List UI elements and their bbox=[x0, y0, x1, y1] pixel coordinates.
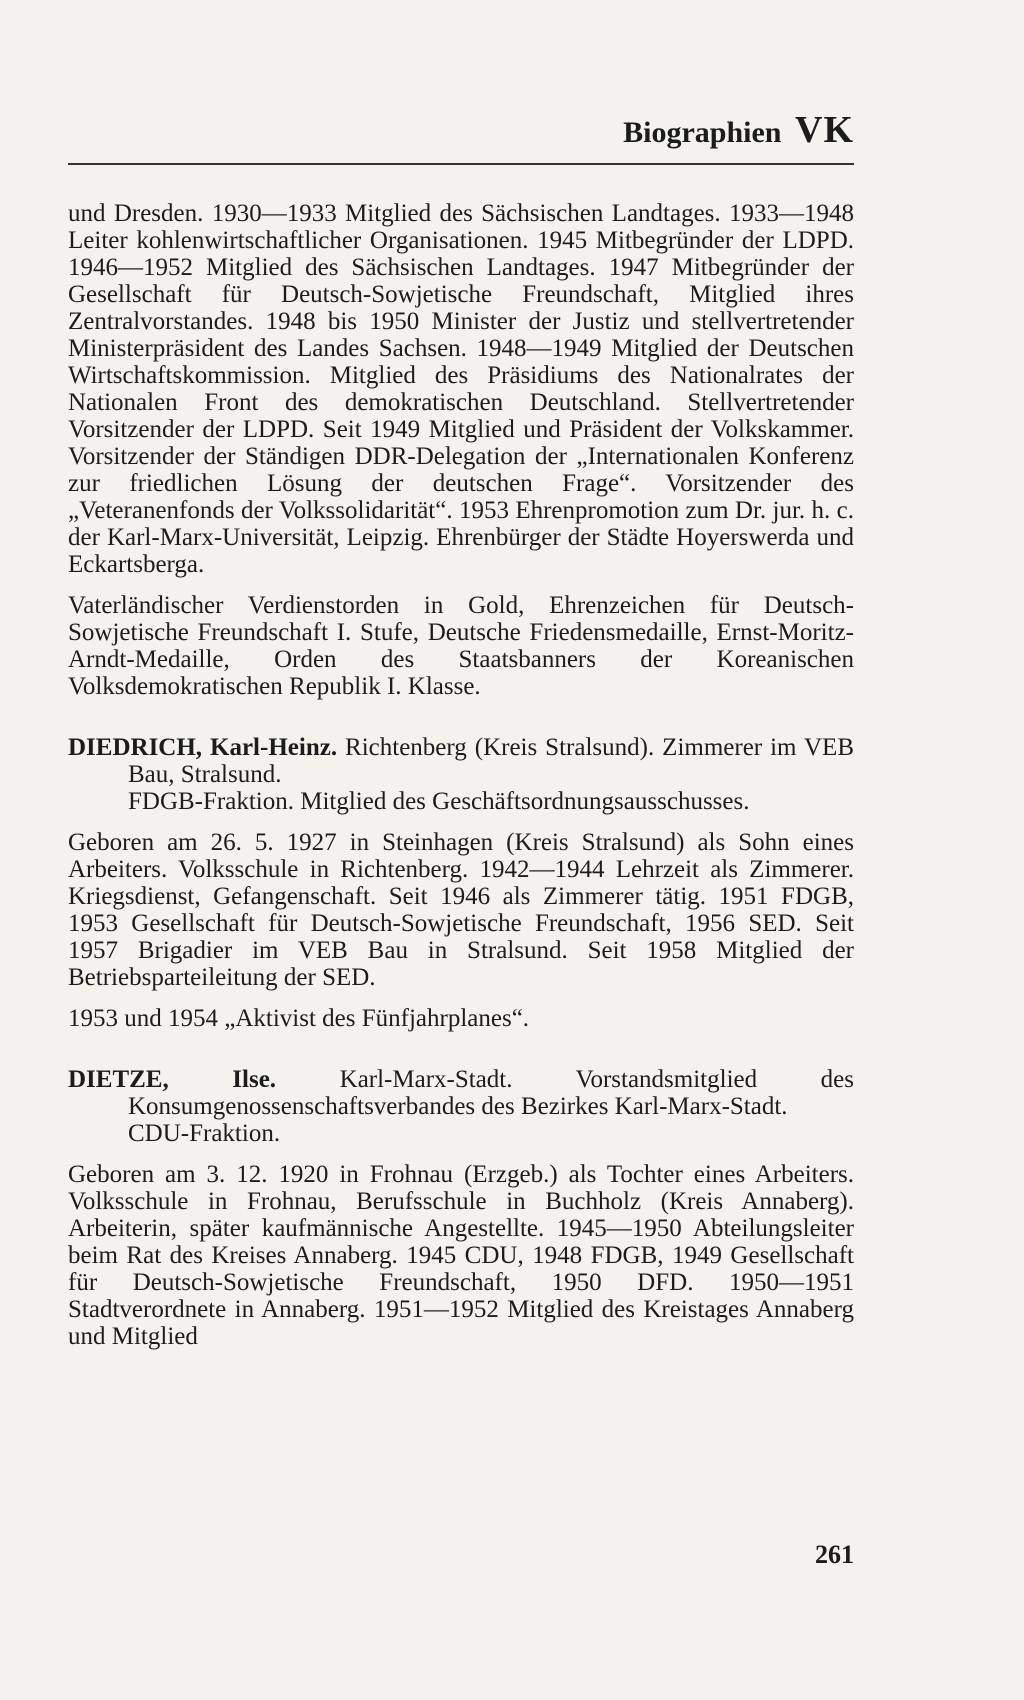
entry-heading-diedrich bbox=[68, 734, 854, 788]
entry-awards: 1953 und 1954 „Aktivist des Fünfjahrplanes“. bbox=[68, 1005, 530, 1032]
entry-name: DIEDRICH, Karl-Heinz. bbox=[68, 734, 338, 761]
header-rule bbox=[68, 163, 854, 165]
entry-name: DIETZE, Ilse. bbox=[68, 1066, 277, 1093]
running-header bbox=[68, 108, 854, 152]
entry-intro: Karl-Marx-Stadt. Vorstandsmitglied des Konsumgenossenschaftsverbandes des Bezirkes Karl-Marx-Stadt. bbox=[128, 1066, 855, 1120]
entry-intro: Richtenberg (Kreis Stralsund). Zimmerer im VEB Bau, Stralsund. bbox=[128, 734, 854, 788]
entry-heading-dietze bbox=[68, 1066, 854, 1120]
header-section: VK bbox=[795, 109, 854, 151]
continued-paragraph: und Dresden. 1930—1933 Mitglied des Sächsischen Landtages. 1933—1948 Leiter kohlenwirtschaftlicher Organisationen. 1945 Mitbegründer der LDPD. 1946—1952 Mitglied des Sächsischen Landtages. 1947 Mitbegründer der Gesellschaft für Deutsch-Sowjetische Freundschaft, Mitglied ihres Zentralvorstandes. 1948 bis 1950 Minister der Justiz und stellvertretender Ministerpräsident des Landes Sachsen. 1948—1949 Mitglied der Deutschen Wirtschaftskommission. Mitglied des Präsidiums des Nationalrates der Nationalen Front des demokratischen Deutschland. Stellvertretender Vorsitzender der LDPD. Seit 1949 Mitglied und Präsident der Volkskammer. Vorsitzender der Ständigen DDR-Delegation der „Internationalen Konferenz zur friedlichen Lösung der deutschen Frage“. Vorsitzender des „Veteranenfonds der Volkssolidarität“. 1953 Ehrenpromotion zum Dr. jur. h. c. der Karl-Marx-Universität, Leipzig. Ehrenbürger der Städte Hoyerswerda und Eckartsberga. bbox=[68, 200, 854, 578]
awards-paragraph: Vaterländischer Verdienstorden in Gold, Ehrenzeichen für Deutsch-Sowjetische Freundschaft I. Stufe, Deutsche Friedensmedaille, Ernst-Moritz-Arndt-Medaille, Orden des Staatsbanners der Koreanischen Volksdemokratischen Republik I. Klasse. bbox=[68, 592, 854, 700]
page-body bbox=[68, 200, 854, 1350]
entry-fraction: CDU-Fraktion. bbox=[128, 1120, 281, 1147]
entry-fraction: FDGB-Fraktion. Mitglied des Geschäftsordnungsausschusses. bbox=[128, 788, 750, 815]
header-title: Biographien bbox=[623, 116, 782, 149]
page-number: 261 bbox=[815, 1540, 854, 1569]
entry-bio: Geboren am 26. 5. 1927 in Steinhagen (Kreis Stralsund) als Sohn eines Arbeiters. Volksschule in Richtenberg. 1942—1944 Lehrzeit als Zimmerer. Kriegsdienst, Gefangenschaft. Seit 1946 als Zimmerer tätig. 1951 FDGB, 1953 Gesellschaft für Deutsch-Sowjetische Freundschaft, 1956 SED. Seit 1957 Brigadier im VEB Bau in Stralsund. Seit 1958 Mitglied der Betriebsparteileitung der SED. bbox=[68, 829, 854, 991]
entry-bio: Geboren am 3. 12. 1920 in Frohnau (Erzgeb.) als Tochter eines Arbeiters. Volksschule in Frohnau, Berufsschule in Buchholz (Kreis Annaberg). Arbeiterin, später kaufmännische Angestellte. 1945—1950 Abteilungsleiter beim Rat des Kreises Annaberg. 1945 CDU, 1948 FDGB, 1949 Gesellschaft für Deutsch-Sowjetische Freundschaft, 1950 DFD. 1950—1951 Stadtverordnete in Annaberg. 1951—1952 Mitglied des Kreistages Annaberg und Mitglied bbox=[68, 1161, 854, 1350]
